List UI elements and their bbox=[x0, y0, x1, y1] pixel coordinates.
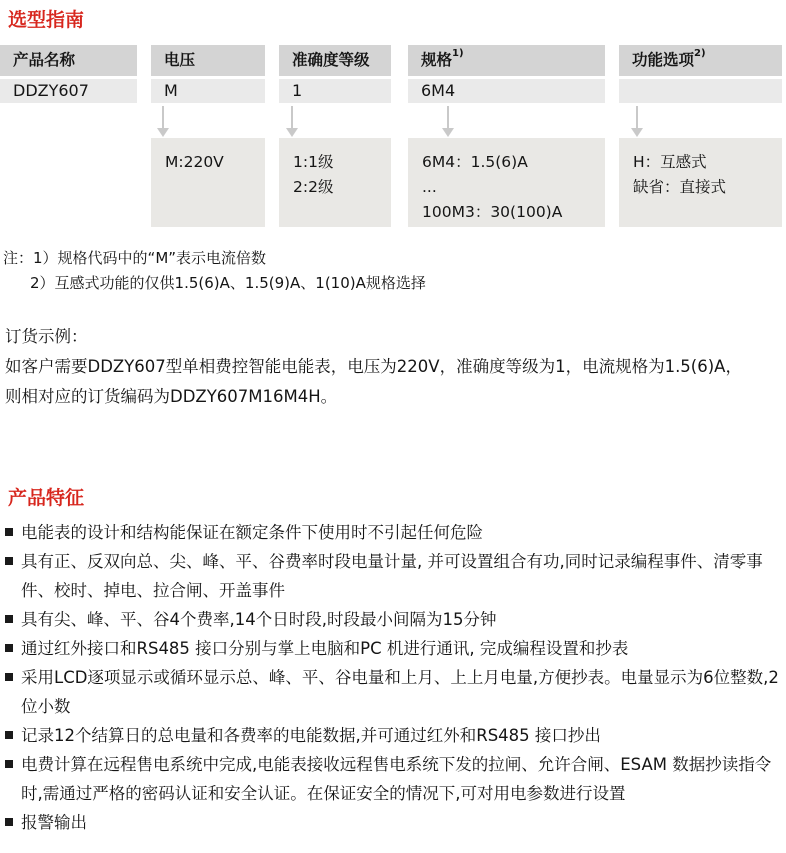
value-product-name: DDZY607 bbox=[0, 79, 137, 103]
feature-text: 通过红外接口和RS485 接口分别与掌上电脑和PC 机进行通讯, 完成编程设置和抄表 bbox=[21, 639, 629, 658]
detail-spec-line: 100M3：30(100)A bbox=[422, 203, 563, 221]
ordering-example-line: 如客户需要DDZY607型单相费控智能电能表，电压为220V，准确度等级为1，电流规格为1.5(6)A， bbox=[5, 357, 742, 376]
detail-function-option-line: H：互感式 bbox=[633, 153, 707, 171]
feature-item bbox=[5, 605, 783, 634]
detail-spec-line: ... bbox=[422, 178, 437, 196]
header-voltage-label: 电压 bbox=[164, 51, 196, 69]
header-spec-label: 规格 bbox=[421, 51, 453, 69]
detail-spec bbox=[408, 138, 605, 227]
bullet-square-icon bbox=[5, 644, 13, 652]
detail-accuracy bbox=[279, 138, 391, 227]
feature-item bbox=[5, 663, 783, 721]
feature-item bbox=[5, 518, 783, 547]
ordering-example-line: 则相对应的订货编码为DDZY607M16M4H。 bbox=[5, 387, 338, 406]
header-accuracy bbox=[279, 45, 391, 76]
feature-text: 电费计算在远程售电系统中完成,电能表接收远程售电系统下发的拉闸、允许合闸、ESAM 数据抄读指令时,需通过严格的密码认证和安全认证。在保证安全的情况下,可对用电参数进行设置 bbox=[21, 755, 772, 803]
ordering-example-heading: 订货示例： bbox=[5, 327, 88, 346]
value-voltage: M bbox=[151, 79, 265, 103]
value-function-option bbox=[619, 79, 782, 103]
product-features-list bbox=[5, 518, 783, 837]
detail-voltage-line: M:220V bbox=[165, 153, 224, 171]
detail-accuracy-line: 2:2级 bbox=[293, 178, 334, 196]
bullet-square-icon bbox=[5, 528, 13, 536]
detail-function-option bbox=[619, 138, 782, 227]
header-accuracy-label: 准确度等级 bbox=[292, 51, 370, 69]
feature-item bbox=[5, 750, 783, 808]
bullet-square-icon bbox=[5, 673, 13, 681]
product-features-title: 产品特征 bbox=[8, 487, 85, 509]
bullet-square-icon bbox=[5, 818, 13, 826]
selection-guide-title: 选型指南 bbox=[8, 9, 85, 31]
header-function-option-label: 功能选项 bbox=[632, 51, 695, 69]
feature-text: 电能表的设计和结构能保证在额定条件下使用时不引起任何危险 bbox=[21, 523, 483, 542]
ordering-example bbox=[5, 322, 783, 412]
feature-item bbox=[5, 808, 783, 837]
header-spec bbox=[408, 45, 605, 76]
feature-text: 采用LCD逐项显示或循环显示总、峰、平、谷电量和上月、上上月电量,方便抄表。电量显示为6位整数,2位小数 bbox=[21, 668, 779, 716]
header-product-name bbox=[0, 45, 137, 76]
bullet-square-icon bbox=[5, 557, 13, 565]
header-spec-footnote: 1) bbox=[452, 48, 464, 59]
bullet-square-icon bbox=[5, 760, 13, 768]
header-function-option-footnote: 2) bbox=[694, 48, 706, 59]
down-arrow-icon bbox=[447, 106, 449, 129]
bullet-square-icon bbox=[5, 615, 13, 623]
feature-text: 报警输出 bbox=[21, 813, 87, 832]
footnote-2: 2）互感式功能的仅供1.5(6)A、1.5(9)A、1(10)A规格选择 bbox=[30, 274, 426, 292]
down-arrow-icon bbox=[291, 106, 293, 129]
feature-item bbox=[5, 547, 783, 605]
value-spec: 6M4 bbox=[408, 79, 605, 103]
header-function-option bbox=[619, 45, 782, 76]
feature-item bbox=[5, 721, 783, 750]
detail-voltage bbox=[151, 138, 265, 227]
footnotes bbox=[3, 246, 426, 296]
detail-spec-line: 6M4：1.5(6)A bbox=[422, 153, 528, 171]
feature-text: 具有正、反双向总、尖、峰、平、谷费率时段电量计量, 并可设置组合有功,同时记录编程事件、清零事件、校时、掉电、拉合闸、开盖事件 bbox=[21, 552, 763, 600]
detail-function-option-line: 缺省：直接式 bbox=[633, 178, 727, 196]
header-product-name-label: 产品名称 bbox=[13, 51, 76, 69]
feature-item bbox=[5, 634, 783, 663]
feature-text: 具有尖、峰、平、谷4个费率,14个日时段,时段最小间隔为15分钟 bbox=[21, 610, 497, 629]
value-accuracy: 1 bbox=[279, 79, 391, 103]
feature-text: 记录12个结算日的总电量和各费率的电能数据,并可通过红外和RS485 接口抄出 bbox=[21, 726, 601, 745]
model-code-diagram bbox=[0, 45, 786, 235]
detail-accuracy-line: 1:1级 bbox=[293, 153, 334, 171]
header-voltage bbox=[151, 45, 265, 76]
bullet-square-icon bbox=[5, 731, 13, 739]
down-arrow-icon bbox=[636, 106, 638, 129]
footnote-1: 注：1）规格代码中的“M”表示电流倍数 bbox=[3, 249, 267, 267]
down-arrow-icon bbox=[162, 106, 164, 129]
